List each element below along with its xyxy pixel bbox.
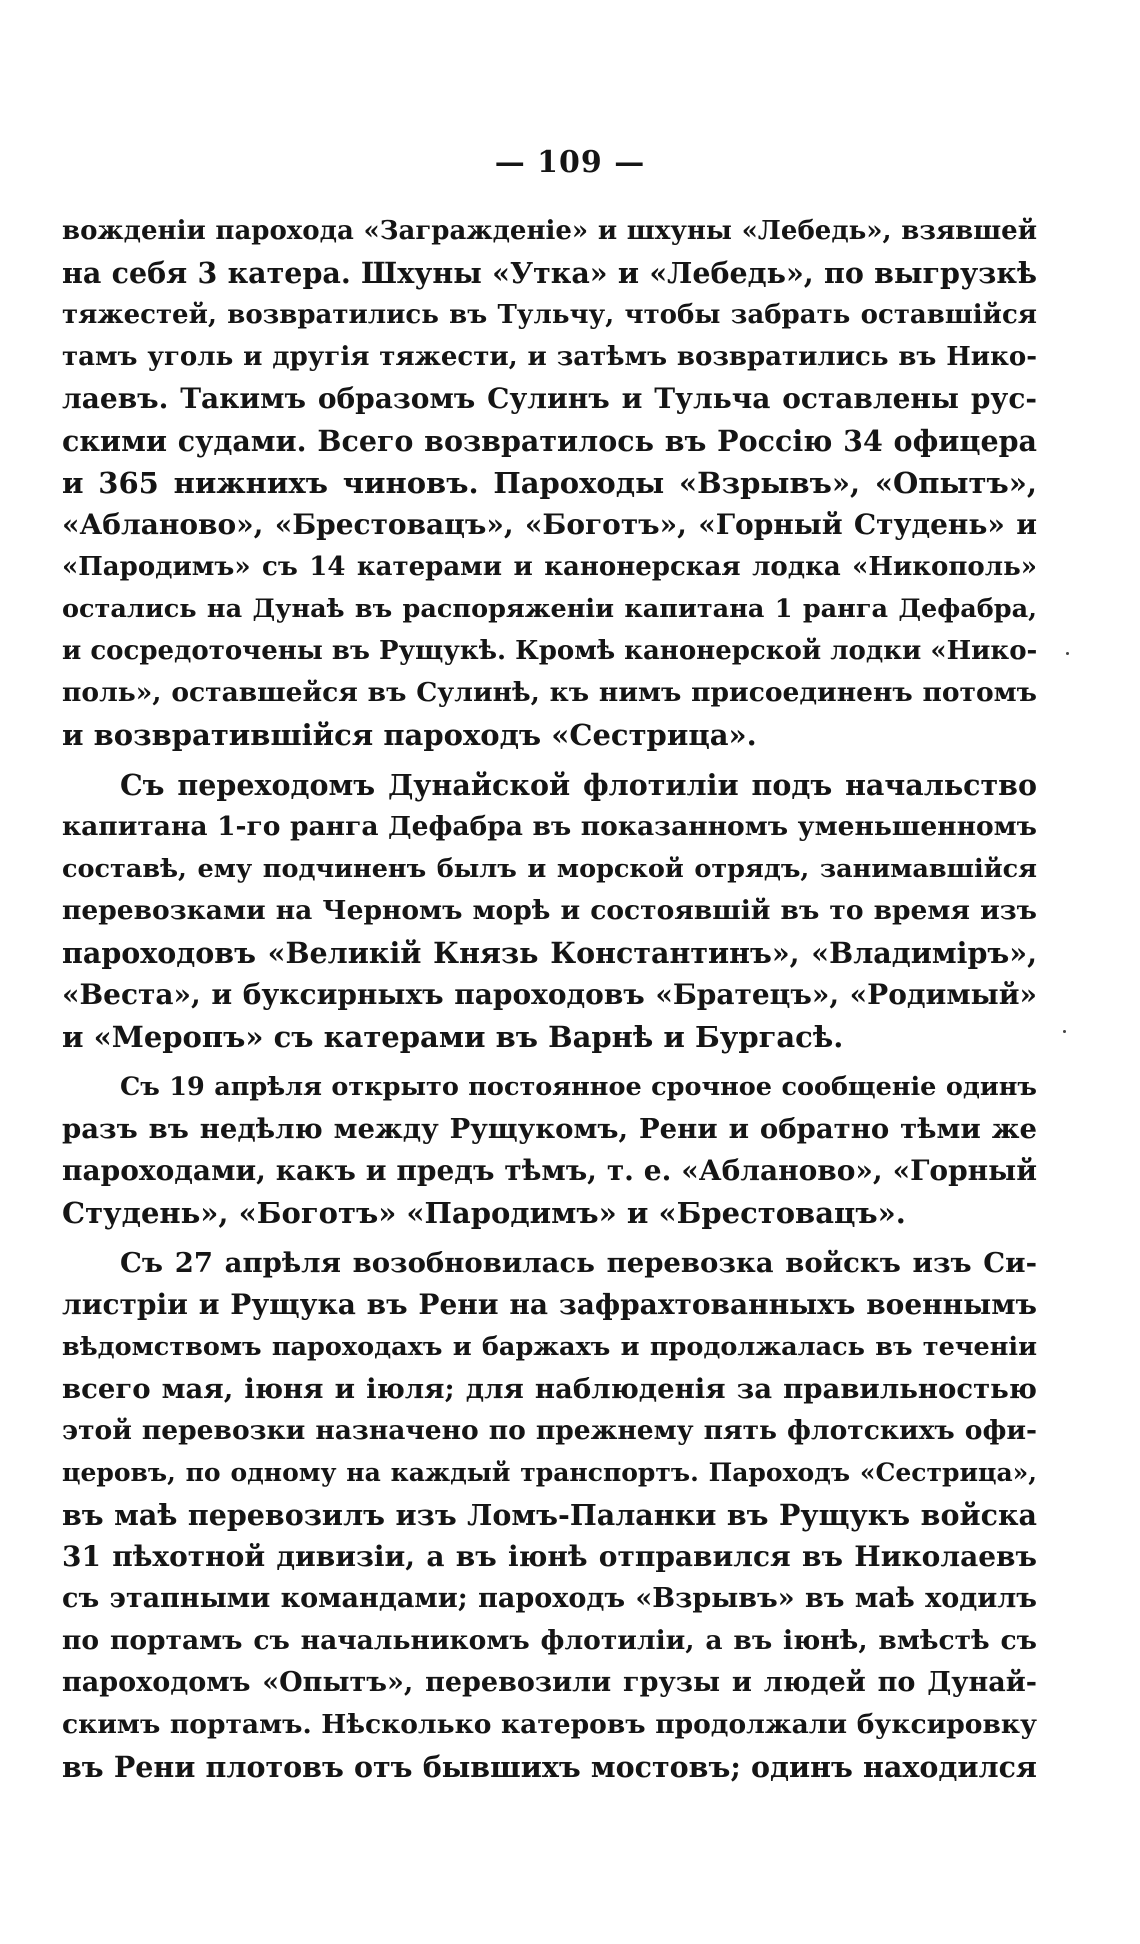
text-line: всего мая, іюня и іюля; для наблюденія за правильностью xyxy=(62,1373,1037,1405)
text-line: Студень», «Боготъ» «Пародимъ» и «Брестовацъ». xyxy=(62,1196,906,1230)
paragraph xyxy=(62,1242,1037,1788)
body-text xyxy=(62,210,1037,1788)
text-line: въ Рени плотовъ отъ бывшихъ мостовъ; одинъ находился xyxy=(62,1750,1037,1784)
print-speck xyxy=(1063,1030,1066,1033)
text-line: и «Меропъ» съ катерами въ Варнѣ и Бургасѣ. xyxy=(62,1020,844,1054)
text-line: скими судами. Всего возвратилось въ Россію 34 офицера xyxy=(62,424,1037,458)
text-line: «Абланово», «Брестовацъ», «Боготъ», «Горный Студень» и xyxy=(62,508,1037,541)
text-line: разъ въ недѣлю между Рущукомъ, Рени и обратно тѣми же xyxy=(62,1113,1037,1145)
text-line: тамъ уголь и другія тяжести, и затѣмъ возвратились въ Нико- xyxy=(62,342,1037,372)
paragraph xyxy=(62,1066,1037,1234)
text-line: пароходомъ «Опытъ», перевозили грузы и людей по Дунай- xyxy=(62,1667,1037,1698)
text-line: Съ 27 апрѣля возобновилась перевозка войскъ изъ Си- xyxy=(120,1247,1037,1279)
text-line: и сосредоточены въ Рущукѣ. Кромѣ канонерской лодки «Нико- xyxy=(62,636,1038,666)
text-line: листріи и Рущука въ Рени на зафрахтованныхъ военнымъ xyxy=(62,1288,1037,1321)
text-line: пароходами, какъ и предъ тѣмъ, т. е. «Абланово», «Горный xyxy=(62,1154,1037,1187)
text-line: «Веста», и буксирныхъ пароходовъ «Братецъ», «Родимый» xyxy=(62,978,1037,1011)
text-line: церовъ, по одному на каждый транспортъ. Пароходъ «Сестрица», xyxy=(62,1458,1037,1487)
text-line: пароходовъ «Великій Князь Константинъ», «Владиміръ», xyxy=(62,936,1037,970)
text-line: перевозками на Черномъ морѣ и состоявшій въ то время изъ xyxy=(62,895,1037,926)
text-line: по портамъ съ начальникомъ флотиліи, а въ іюнѣ, вмѣстѣ съ xyxy=(62,1625,1037,1656)
text-line: Съ 19 апрѣля открыто постоянное срочное сообщеніе одинъ xyxy=(120,1072,1037,1102)
text-line: въ маѣ перевозилъ изъ Ломъ-Паланки въ Рущукъ войска xyxy=(62,1498,1037,1532)
text-line: Съ переходомъ Дунайской флотиліи подъ начальство xyxy=(120,768,1037,802)
print-speck xyxy=(1066,652,1069,655)
text-line: тяжестей, возвратились въ Тульчу, чтобы забрать оставшійся xyxy=(62,300,1037,330)
paragraph xyxy=(62,764,1037,1058)
text-line: капитана 1-го ранга Дефабра въ показанномъ уменьшенномъ xyxy=(62,811,1037,842)
text-line: на себя 3 катера. Шхуны «Утка» и «Лебедь», по выгрузкѣ xyxy=(62,256,1037,290)
text-line: этой перевозки назначено по прежнему пять флотскихъ офи- xyxy=(62,1415,1037,1446)
text-line: поль», оставшейся въ Сулинѣ, къ нимъ присоединенъ потомъ xyxy=(62,677,1037,708)
text-line: вѣдомствомъ пароходахъ и баржахъ и продолжалась въ теченіи xyxy=(62,1332,1037,1362)
text-line: и возвратившійся пароходъ «Сестрица». xyxy=(62,718,757,752)
text-line: 31 пѣхотной дивизіи, а въ іюнѣ отправился въ Николаевъ xyxy=(62,1540,1037,1573)
text-line: скимъ портамъ. Нѣсколько катеровъ продолжали буксировку xyxy=(62,1709,1037,1740)
text-line: остались на Дунаѣ въ распоряженіи капитана 1 ранга Дефабра, xyxy=(62,594,1037,624)
page-number: — 109 — xyxy=(494,145,646,180)
text-line: вожденіи парохода «Загражденіе» и шхуны «Лебедь», взявшей xyxy=(62,216,1037,246)
text-line: составѣ, ему подчиненъ былъ и морской отрядъ, занимавшійся xyxy=(62,854,1037,884)
paragraph xyxy=(62,210,1037,756)
text-line: съ этапными командами; пароходъ «Взрывъ» въ маѣ ходилъ xyxy=(62,1583,1037,1614)
text-line: и 365 нижнихъ чиновъ. Пароходы «Взрывъ», «Опытъ», xyxy=(62,466,1037,500)
text-line: «Пародимъ» съ 14 катерами и канонерская лодка «Никополь» xyxy=(62,552,1037,582)
text-line: лаевъ. Такимъ образомъ Сулинъ и Тульча оставлены рус- xyxy=(62,382,1037,415)
